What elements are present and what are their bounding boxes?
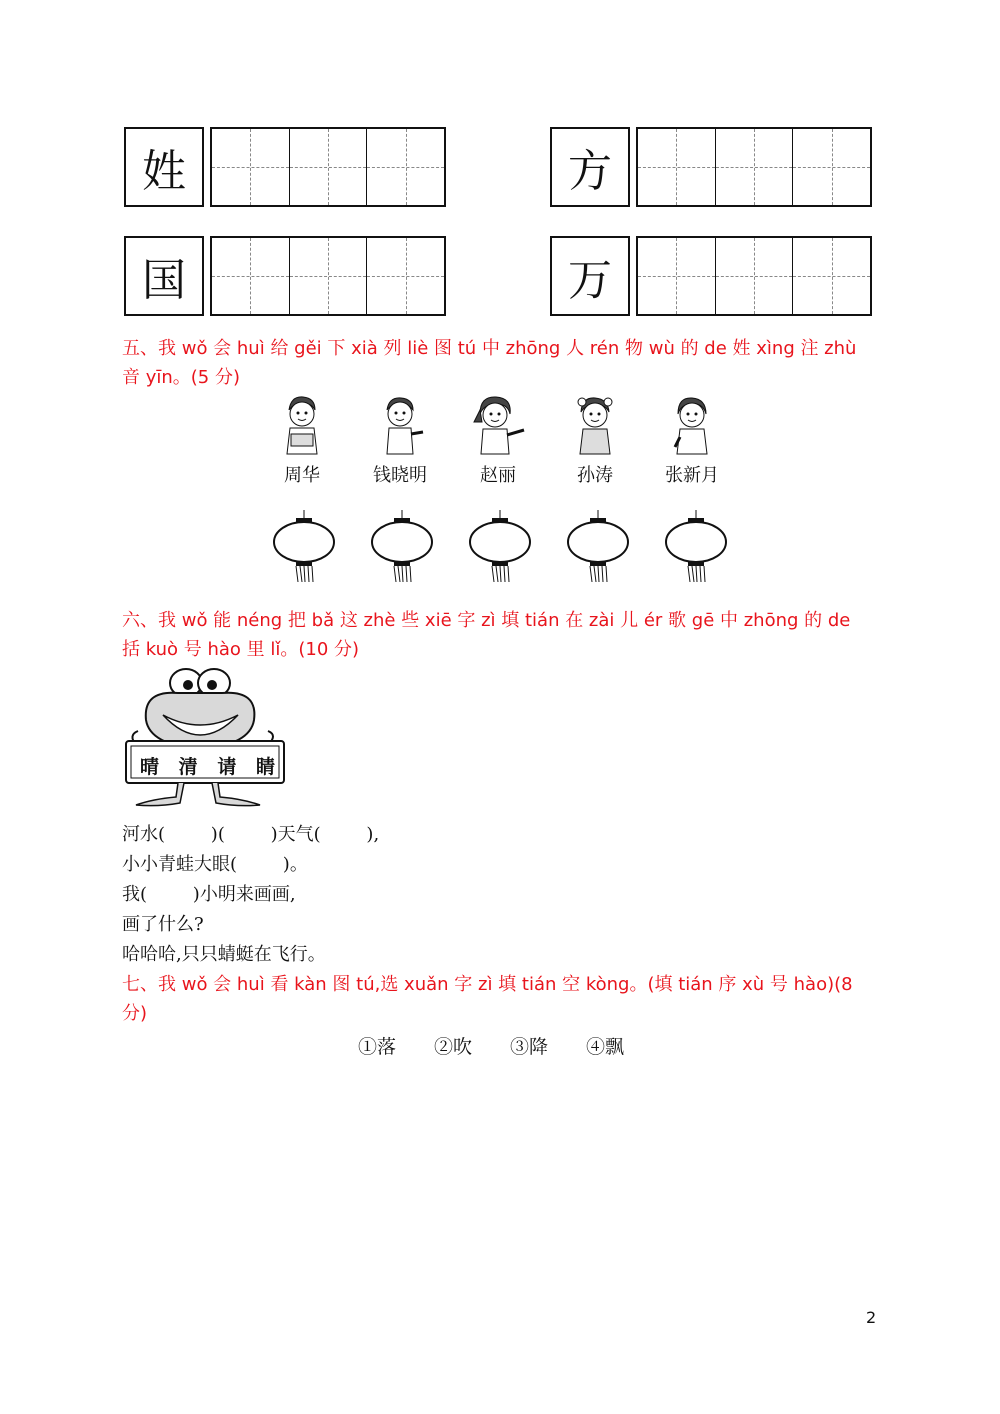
writing-grid[interactable] bbox=[210, 127, 446, 207]
lantern-icon[interactable] bbox=[664, 510, 728, 585]
rhyme-line[interactable]: 小小青蛙大眼( )。 bbox=[122, 854, 308, 875]
option-item: ①落 bbox=[358, 1036, 397, 1058]
section-5-line-2: 音 yīn。(5 分) bbox=[122, 367, 241, 388]
girl-with-bows-icon bbox=[570, 392, 620, 457]
model-character: 方 bbox=[550, 127, 630, 207]
boy-pointing-icon bbox=[375, 392, 425, 457]
girl-standing-icon bbox=[667, 392, 717, 457]
person-name: 张新月 bbox=[665, 465, 719, 486]
boy-reading-icon bbox=[277, 392, 327, 457]
section-6-line-1: 六、我 wǒ 能 néng 把 bǎ 这 zhè 些 xiē 字 zì 填 tián 在 zài 儿 ér 歌 gē 中 zhōng 的 de bbox=[122, 610, 851, 631]
lantern-icon[interactable] bbox=[468, 510, 532, 585]
model-character: 姓 bbox=[124, 127, 204, 207]
writing-row-3 bbox=[124, 236, 446, 316]
section-6-heading bbox=[122, 606, 867, 664]
character-options bbox=[358, 1032, 624, 1059]
sign-character: 清 bbox=[178, 756, 198, 778]
sign-character: 请 bbox=[217, 756, 237, 778]
rhyme-line[interactable]: 河水( )( )天气( ), bbox=[122, 824, 380, 845]
lantern-icon[interactable] bbox=[566, 510, 630, 585]
writing-row-1 bbox=[124, 127, 446, 207]
frog-sign-characters bbox=[140, 752, 275, 779]
person-name: 周华 bbox=[284, 465, 320, 486]
person-card bbox=[360, 392, 440, 487]
option-item: ④飘 bbox=[586, 1036, 625, 1058]
girl-waving-icon bbox=[468, 392, 528, 457]
sign-character: 睛 bbox=[255, 756, 275, 778]
model-character: 万 bbox=[550, 236, 630, 316]
option-item: ②吹 bbox=[434, 1036, 473, 1058]
writing-grid[interactable] bbox=[636, 127, 872, 207]
person-name: 赵丽 bbox=[480, 465, 516, 486]
sign-character: 晴 bbox=[140, 756, 160, 778]
writing-row-2 bbox=[550, 127, 872, 207]
person-name: 钱晓明 bbox=[373, 465, 427, 486]
person-card bbox=[458, 392, 538, 487]
section-5-heading bbox=[122, 334, 867, 392]
lantern-row bbox=[270, 510, 740, 585]
option-item: ③降 bbox=[510, 1036, 549, 1058]
model-character: 国 bbox=[124, 236, 204, 316]
people-row bbox=[270, 392, 740, 492]
rhyme-line: 画了什么? bbox=[122, 914, 204, 935]
person-card bbox=[555, 392, 635, 487]
writing-grid[interactable] bbox=[210, 236, 446, 316]
person-card bbox=[262, 392, 342, 487]
section-7-line-2: 分) bbox=[122, 1003, 148, 1024]
writing-row-4 bbox=[550, 236, 872, 316]
person-card bbox=[652, 392, 732, 487]
writing-grid[interactable] bbox=[636, 236, 872, 316]
frog-illustration-icon bbox=[118, 665, 288, 810]
person-name: 孙涛 bbox=[577, 465, 613, 486]
rhyme-line: 哈哈哈,只只蜻蜓在飞行。 bbox=[122, 944, 326, 965]
section-5-line-1: 五、我 wǒ 会 huì 给 gěi 下 xià 列 liè 图 tú 中 zhōng 人 rén 物 wù 的 de 姓 xìng 注 zhù bbox=[122, 338, 857, 359]
lantern-icon[interactable] bbox=[272, 510, 336, 585]
lantern-icon[interactable] bbox=[370, 510, 434, 585]
section-7-line-1: 七、我 wǒ 会 huì 看 kàn 图 tú,选 xuǎn 字 zì 填 tián 空 kòng。(填 tián 序 xù 号 hào)(8 bbox=[122, 974, 853, 995]
page-number: 2 bbox=[866, 1308, 877, 1327]
rhyme-line[interactable]: 我( )小明来画画, bbox=[122, 884, 296, 905]
section-6-line-2: 括 kuò 号 hào 里 lǐ。(10 分) bbox=[122, 639, 360, 660]
nursery-rhyme bbox=[122, 820, 379, 970]
section-7-heading bbox=[122, 970, 867, 1028]
